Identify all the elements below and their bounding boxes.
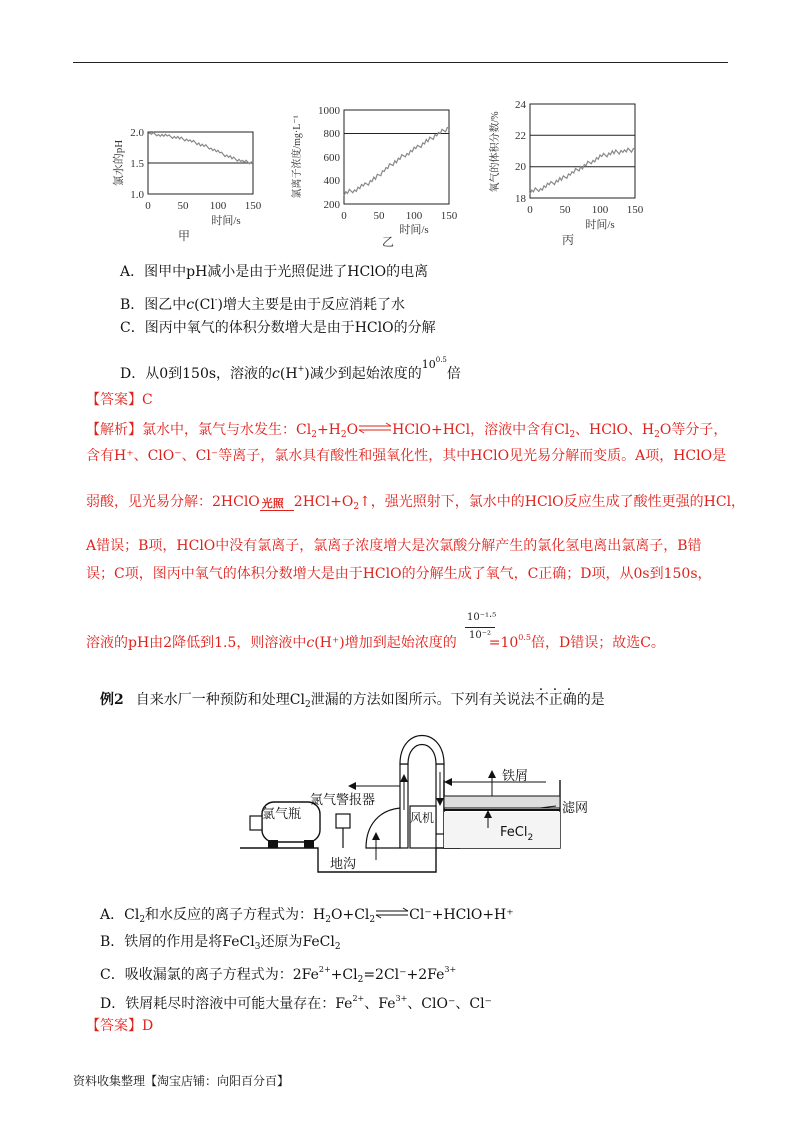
text: O等分子， <box>659 422 728 438</box>
text: 倍，D错误；故选C。 <box>531 635 665 651</box>
text: (H⁺)增加到起始浓度的 <box>314 635 457 651</box>
superscript: - <box>214 295 218 304</box>
chlorine-leak-diagram <box>240 720 589 884</box>
subscript: 2 <box>654 430 660 440</box>
y-axis-label: 氧气的体积分数/% <box>490 111 501 193</box>
x-tick-label: 0 <box>145 200 151 212</box>
y-axis-label: 氯离子浓度/mg·L⁻¹ <box>292 115 303 199</box>
text: )减少到起始浓度的 <box>304 366 422 382</box>
cylinder-label: 氯气瓶 <box>262 807 302 822</box>
superscript: 2+ <box>352 994 365 1003</box>
q1-option-b <box>120 290 405 315</box>
fraction-bar <box>465 627 495 628</box>
text: =10 <box>488 635 519 651</box>
y-tick-label: 400 <box>323 175 340 187</box>
q1-explanation-line-1 <box>86 420 727 445</box>
reaction-line <box>260 510 294 511</box>
subscript: 2 <box>304 700 311 710</box>
text: =2Cl⁻+2Fe <box>363 967 445 983</box>
q2-answer: 【答案】D <box>86 1018 154 1034</box>
x-tick-label: 100 <box>209 200 227 212</box>
chart-caption: 乙 <box>381 235 395 249</box>
chart-bing-svg <box>482 92 652 247</box>
text: Cl⁻+HClO+H⁺ <box>409 907 514 923</box>
y-tick-label: 20 <box>515 161 526 173</box>
arrow-head-icon <box>348 782 356 790</box>
text: ↑，强光照射下，氯水中的HClO反应生成了酸性更强的HCl， <box>359 494 746 510</box>
equilibrium-arrow-icon <box>375 908 409 918</box>
question-label: 例2 <box>100 692 124 708</box>
alarm-box <box>336 814 350 828</box>
arrow-head-icon <box>444 778 452 786</box>
q1-option-d <box>120 350 461 384</box>
y-tick-label: 2.0 <box>130 127 144 139</box>
y-tick-label: 200 <box>323 199 340 211</box>
text: O <box>346 422 359 438</box>
q1-explanation-line-6 <box>86 628 665 653</box>
y-tick-label: 18 <box>515 193 526 205</box>
q2-option-a <box>100 905 514 930</box>
subscript: 2 <box>340 430 347 440</box>
subscript: 2 <box>334 942 341 952</box>
chart-bing <box>482 92 652 247</box>
q1-explanation-line-2: 含有H⁺、ClO⁻、Cl⁻等离子，氯水具有酸性和强氧化性，其中HClO见光易分解而变质。A项，HClO是 <box>86 448 727 464</box>
q1-explanation-line-5: 误；C项，图丙中氧气的体积分数增大是由于HClO的分解生成了氧气，C正确；D项，从0s到150s， <box>86 566 712 582</box>
plot-frame <box>344 110 449 204</box>
text: A．Cl <box>100 907 140 923</box>
text: +Cl <box>330 967 358 983</box>
chart-jia-svg <box>100 92 270 242</box>
text: HClO+HCl，溶液中含有Cl <box>392 422 570 438</box>
y-tick-label: 24 <box>515 99 526 111</box>
x-tick-label: 0 <box>341 210 347 222</box>
reaction-condition: 光照 <box>261 497 284 510</box>
x-tick-label: 50 <box>177 200 189 212</box>
y-tick-label: 1.0 <box>130 189 144 201</box>
text: (H <box>279 366 298 382</box>
q2-option-d <box>100 989 492 1014</box>
x-axis-label: 时间/s <box>585 219 615 231</box>
emphasis-char: 不 <box>534 692 549 708</box>
y-tick-label: 1.5 <box>130 158 144 170</box>
text: 还原为FeCl <box>260 934 335 950</box>
text: 、ClO⁻、Cl⁻ <box>407 996 492 1012</box>
emphasis-char: 确 <box>562 692 577 708</box>
chart-caption: 甲 <box>177 229 191 243</box>
chart-yi-svg <box>282 92 472 249</box>
subscript: 2 <box>357 975 364 985</box>
equilibrium-arrow-icon <box>358 423 392 433</box>
x-tick-label: 0 <box>527 204 533 216</box>
chart-yi <box>282 92 472 249</box>
power-base: 10 <box>421 358 436 371</box>
x-tick-label: 150 <box>440 210 458 222</box>
solution-subscript: 2 <box>527 833 534 843</box>
superscript: 2+ <box>318 965 331 974</box>
text: c <box>272 366 280 382</box>
text: (Cl <box>194 297 215 313</box>
x-tick-label: 100 <box>591 204 609 216</box>
subscript: 2 <box>369 915 376 925</box>
x-tick-label: 150 <box>244 200 262 212</box>
y-tick-label: 800 <box>323 128 340 140</box>
q1-option-a: A．图甲中pH减小是由于光照促进了HClO的电离 <box>120 264 429 280</box>
superscript: + <box>297 364 305 373</box>
ditch-label: 地沟 <box>330 857 357 872</box>
text: 溶液的pH由2降低到1.5，则溶液中 <box>86 635 307 651</box>
iron-label: 铁屑 <box>502 769 529 784</box>
fan-label: 风机 <box>410 811 435 825</box>
y-axis-label: 氯水的pH <box>113 139 125 187</box>
y-tick-label: 22 <box>515 130 526 142</box>
text: B．铁屑的作用是将FeCl <box>100 934 255 950</box>
text: 、HClO、H <box>575 422 655 438</box>
x-tick-label: 50 <box>559 204 571 216</box>
text: 的是 <box>576 692 605 708</box>
text: B．图乙中 <box>120 297 187 313</box>
intake-pipe <box>366 808 400 848</box>
header-rule <box>73 62 728 63</box>
x-tick-label: 50 <box>373 210 385 222</box>
subscript: 2 <box>353 502 360 512</box>
text: 弱酸，见光易分解：2HClO <box>86 494 260 510</box>
fraction-denominator: 10⁻² <box>469 630 492 641</box>
text: C．吸收漏氯的离子方程式为：2Fe <box>100 967 319 983</box>
y-tick-label: 1000 <box>318 105 340 117</box>
plot-frame <box>530 104 635 198</box>
subscript: 2 <box>569 430 576 440</box>
text: 自来水厂一种预防和处理Cl <box>135 692 305 708</box>
text: 和水反应的离子方程式为：H <box>145 907 326 923</box>
arrow-head-icon <box>488 770 496 778</box>
q1-explanation-line-4: A错误；B项，HClO中没有氯离子，氯离子浓度增大是次氯酸分解产生的氯化氢电离出氯离子，B错 <box>86 538 702 554</box>
text: 、Fe <box>364 996 396 1012</box>
q2-stem <box>100 690 605 715</box>
cylinder-foot <box>304 840 314 848</box>
text: c <box>186 297 195 313</box>
q2-option-b <box>100 932 341 957</box>
text: D．铁屑耗尽时溶液中可能大量存在：Fe <box>100 996 353 1012</box>
subscript: 2 <box>325 915 331 925</box>
solution-formula: FeCl <box>500 825 528 840</box>
y-tick-label: 600 <box>323 152 340 164</box>
cylinder-valve <box>250 816 262 830</box>
chart-caption: 丙 <box>561 233 575 247</box>
text: 泄漏的方法如图所示。下列有关说法 <box>310 692 535 708</box>
text: 倍 <box>446 366 461 382</box>
iron-filings-layer <box>444 796 560 808</box>
filter-label: 滤网 <box>562 801 589 816</box>
cylinder-foot <box>268 840 278 848</box>
text: c <box>306 635 315 651</box>
q1-explanation-line-3 <box>86 492 745 517</box>
text: D．从0到150s，溶液的 <box>120 366 273 382</box>
x-tick-label: 100 <box>405 210 423 222</box>
text: )增大主要是由于反应消耗了水 <box>217 297 405 313</box>
superscript: 3+ <box>395 994 408 1003</box>
diagram-svg <box>240 720 589 880</box>
superscript: 0.5 <box>518 633 531 642</box>
q1-answer: 【答案】C <box>86 392 153 408</box>
ph-curve <box>148 132 253 164</box>
text: +H <box>316 422 341 438</box>
x-axis-label: 时间/s <box>399 224 429 236</box>
superscript: 3+ <box>444 965 457 974</box>
q1-option-c: C．图丙中氧气的体积分数增大是由于HClO的分解 <box>120 320 436 336</box>
subscript: 3 <box>254 942 261 952</box>
oxygen-curve <box>530 148 635 194</box>
text: 【解析】氯水中，氯气与水发生：Cl <box>86 422 312 438</box>
chloride-curve <box>344 128 449 196</box>
arch-pipe <box>400 736 444 765</box>
x-axis-label: 时间/s <box>211 215 241 227</box>
text: 2HCl+O <box>293 494 354 510</box>
chart-jia <box>100 92 270 242</box>
footer-source: 资料收集整理【淘宝店铺：向阳百分百】 <box>73 1074 290 1088</box>
subscript: 2 <box>311 430 317 440</box>
subscript: 2 <box>139 915 146 925</box>
q2-option-c <box>100 960 456 990</box>
x-tick-label: 150 <box>626 204 644 216</box>
power-exponent: 0.5 <box>435 356 447 364</box>
alarm-label: 氯气警报器 <box>310 793 376 808</box>
text: O+Cl <box>331 907 370 923</box>
emphasis-char: 正 <box>548 692 563 708</box>
fraction-numerator: 10⁻¹·⁵ <box>467 612 497 623</box>
